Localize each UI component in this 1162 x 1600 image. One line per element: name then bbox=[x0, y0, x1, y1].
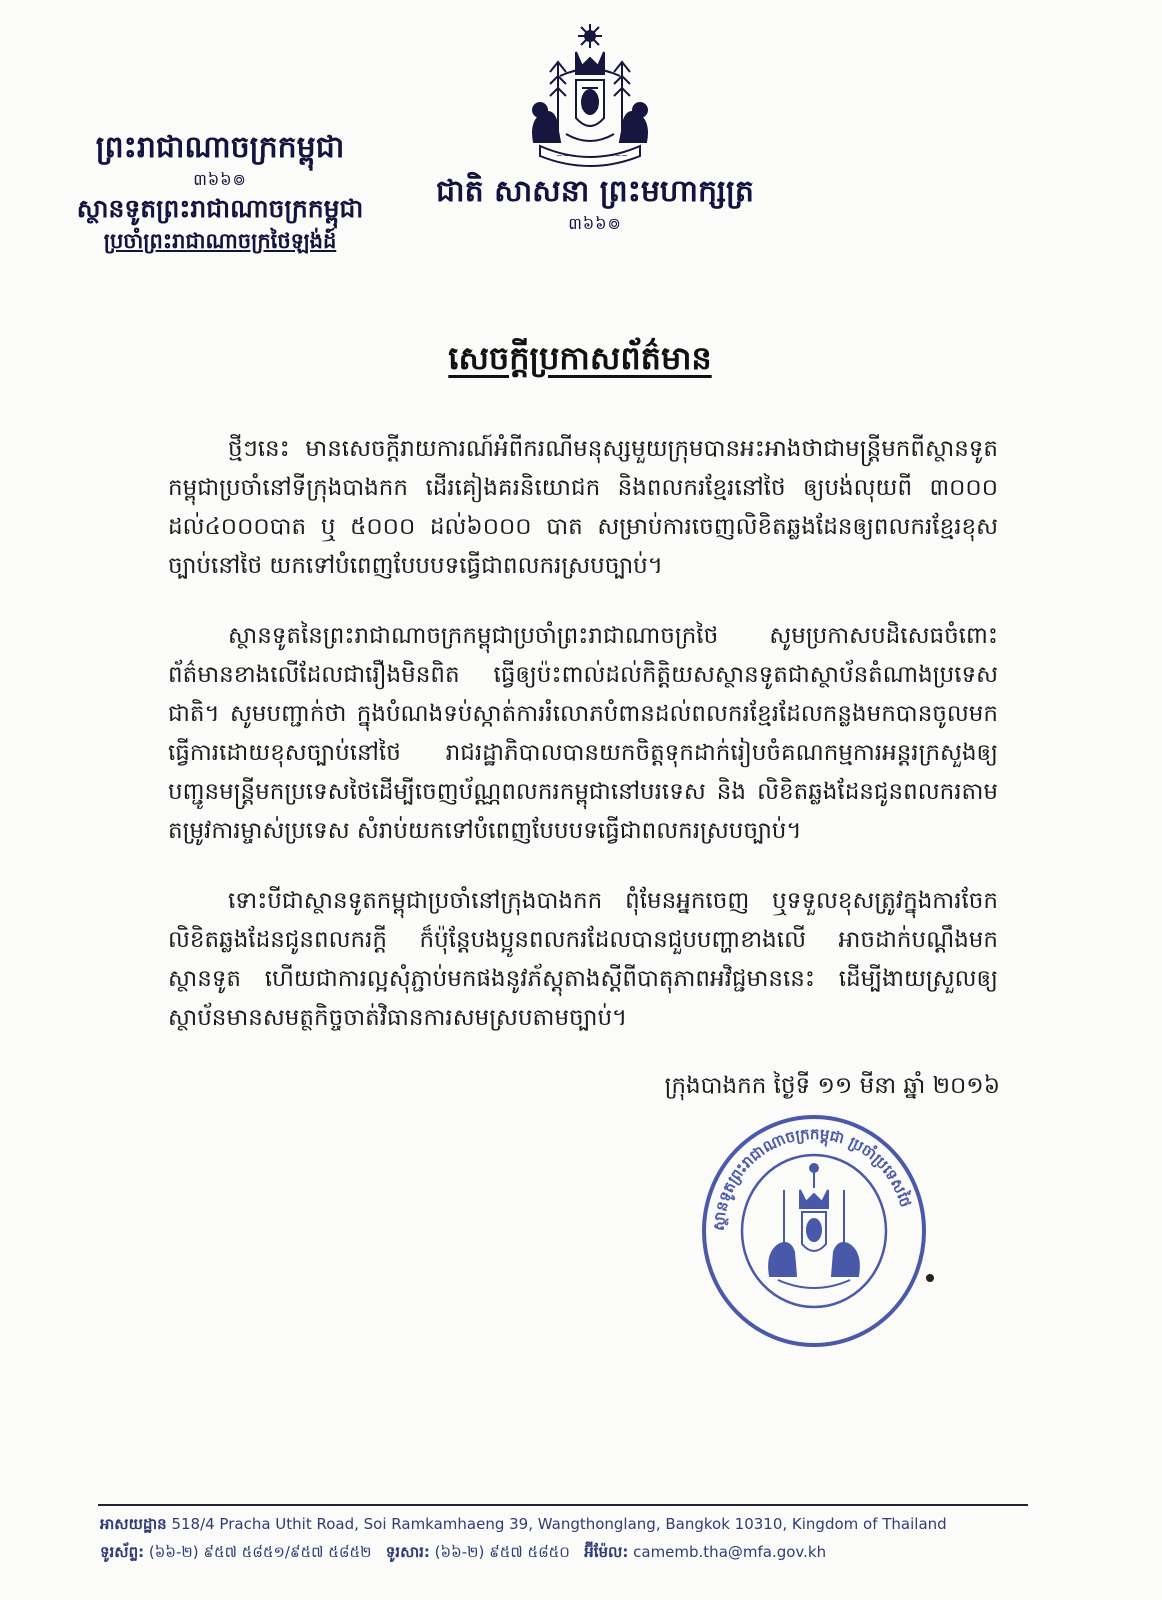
footer-address-line bbox=[100, 1510, 1030, 1538]
address-label: អាសយដ្ឋាន bbox=[100, 1515, 167, 1533]
ink-dot bbox=[926, 1274, 934, 1282]
paragraph-1: ថ្មីៗនេះ មានសេចក្ដីរាយការណ៍អំពីករណីមនុស្សមួយក្រុមបានអះអាងថាជាមន្ត្រីមកពីស្ថានទូតកម្ពុជាប្រចាំនៅទីក្រុងបាងកក ដើរគៀងគរនិយោជក និងពលករខ្មែរនៅថៃ ឲ្យបង់លុយពី ៣០០០ ដល់៤០០០បាត ឬ ៥០០០ ដល់៦០០០ បាត សម្រាប់ការចេញលិខិតឆ្លងដែនឲ្យពលករខ្មែរខុសច្បាប់នៅថៃ យកទៅបំពេញបែបបទធ្វើជាពលករស្របច្បាប់។ bbox=[168, 436, 998, 579]
phone-value: (៦៦-២) ៩៥៧ ៥៨៥១/៩៥៧ ៥៨៥២ bbox=[148, 1543, 372, 1561]
fax-label: ទូរសារ: bbox=[385, 1543, 430, 1561]
embassy-name: ស្ថានទូតព្រះរាជាណាចក្រកម្ពុជា bbox=[76, 194, 364, 223]
kingdom-name: ព្រះរាជាណាចក្រកម្ពុជា bbox=[95, 130, 345, 165]
email-label: អ៊ីម៉ែល: bbox=[584, 1543, 629, 1561]
dateline: ក្រុងបាងកក ថ្ងៃទី ១១ មីនា ឆ្នាំ ២០១៦ bbox=[664, 1073, 1000, 1099]
email-value[interactable]: camemb.tha@mfa.gov.kh bbox=[633, 1543, 827, 1561]
paragraph-2: ស្ថានទូតនៃព្រះរាជាណាចក្រកម្ពុជាប្រចាំព្រះរាជាណាចក្រថៃ សូមប្រកាសបដិសេធចំពោះព័ត៌មានខាងលើដែលជារឿងមិនពិត ធ្វើឲ្យប៉ះពាល់ដល់កិត្តិយសស្ថានទូតជាស្ថាប័នតំណាងប្រទេសជាតិ។ សូមបញ្ជាក់ថា ក្នុងបំណងទប់ស្កាត់ការរំលោភបំពានដល់ពលករខ្មែរដែលកន្លងមកបានចូលមកធ្វើការដោយខុសច្បាប់នៅថៃ រាជរដ្ឋាភិបាលបានយកចិត្តទុកដាក់រៀបចំគណកម្មការអន្តរក្រសួងឲ្យបញ្ជូនមន្ត្រីមកប្រទេសថៃដើម្បីចេញប័ណ្ណពលករកម្ពុជានៅបរទេស និង លិខិតឆ្លងដែនជូនពលករតាមតម្រូវការម្ចាស់ប្រទេស សំរាប់យកទៅបំពេញបែបបទធ្វើជាពលករស្របច្បាប់។ bbox=[168, 623, 998, 844]
footer bbox=[100, 1510, 1030, 1566]
header-right bbox=[395, 172, 795, 236]
embassy-accreditation: ប្រចាំព្រះរាជាណាចក្រថៃឡង់ដ៍ bbox=[103, 229, 337, 253]
national-motto: ជាតិ សាសនា ព្រះមហាក្សត្រ bbox=[436, 174, 754, 209]
footer-contact-line bbox=[100, 1538, 1030, 1566]
fax-value: (៦៦-២) ៩៥៧ ៥៨៥០ bbox=[434, 1543, 570, 1561]
coat-of-arms-icon bbox=[520, 22, 660, 172]
phone-label: ទូរស័ព្ទ: bbox=[100, 1543, 145, 1561]
footer-divider bbox=[98, 1504, 1028, 1506]
official-stamp-icon bbox=[700, 1112, 928, 1350]
svg-text:~~~: ~~~ bbox=[556, 151, 577, 160]
header-left bbox=[70, 128, 370, 256]
paragraph-3: ទោះបីជាស្ថានទូតកម្ពុជាប្រចាំនៅក្រុងបាងកក ពុំមែនអ្នកចេញ ឬទទួលខុសត្រូវក្នុងការចែកលិខិតឆ្លងដែនជូនពលករក្ដី ក៏ប៉ុន្តែបងប្អូនពលករដែលបានជួបបញ្ហាខាងលើ អាចដាក់បណ្ដឹងមកស្ថានទូត ហើយជាការល្អសុំភ្ជាប់មកផងនូវភ័ស្តុតាងស្តីពីបាតុភាពអវិជ្ជមាននេះ ដើម្បីងាយស្រួលឲ្យស្ថាប័នមានសមត្ថកិច្ចចាត់វិធានការសមស្របតាមច្បាប់។ bbox=[168, 888, 998, 1031]
address-value: 518/4 Pracha Uthit Road, Soi Ramkamhaeng 39, Wangthonglang, Bangkok 10310, Kingdom of Thailand bbox=[171, 1515, 947, 1533]
svg-text:~~~: ~~~ bbox=[608, 151, 629, 160]
header-right-ornament: ៣៦៦៙ bbox=[568, 214, 622, 233]
header-left-ornament: ៣៦៦៙ bbox=[193, 170, 247, 189]
document-title: សេចក្ដីប្រកាសព័ត៌មាន bbox=[448, 339, 712, 377]
document-body bbox=[168, 430, 998, 1069]
stamp-ring-text: ស្ថានទូតព្រះរាជាណាចក្រកម្ពុជា ប្រចាំប្រទេសថៃ bbox=[709, 1124, 915, 1232]
